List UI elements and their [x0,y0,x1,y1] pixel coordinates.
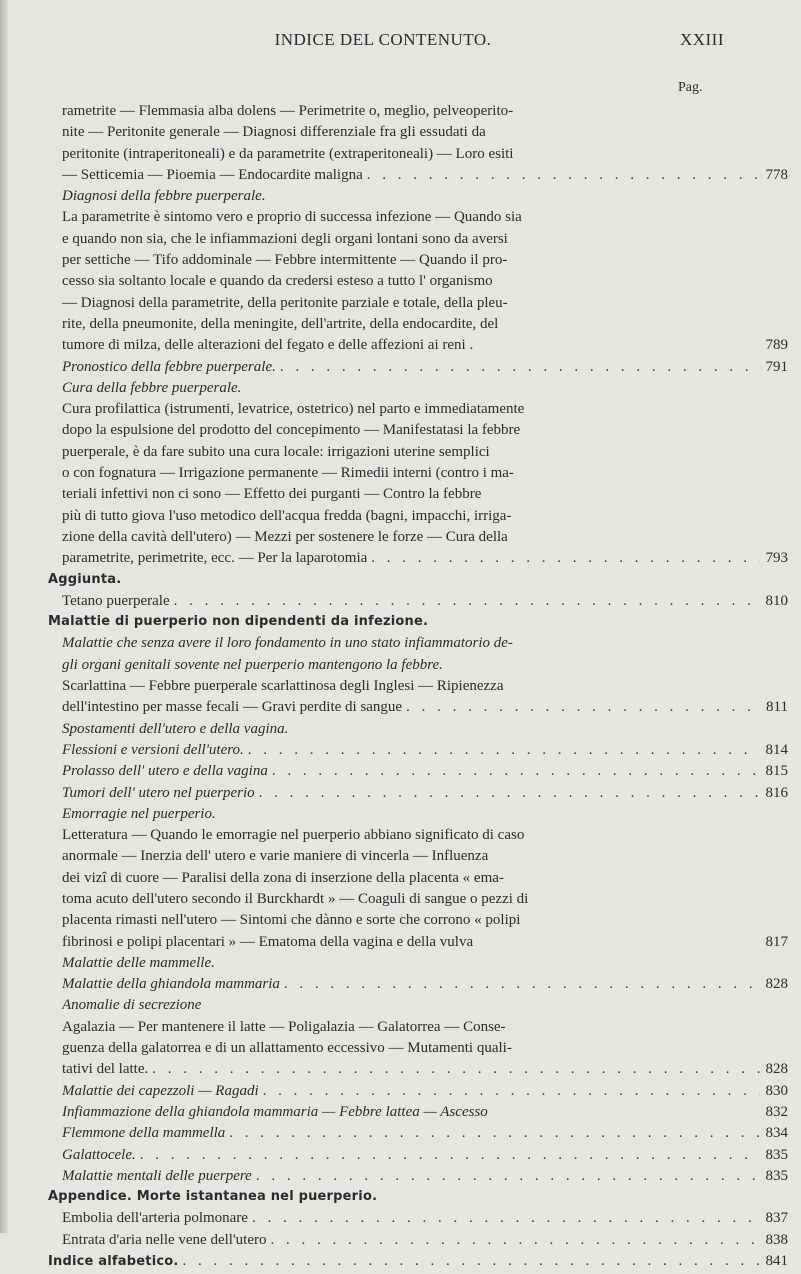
dot-leader [259,1083,760,1100]
page-gutter-shadow [0,0,8,1233]
toc-line [48,742,788,763]
toc-line-text: Malattie di puerperio non dipendenti da infezione. [48,614,429,630]
toc-line-text: La parametrite è sintomo vero e proprio di successa infezione — Quando sia [62,209,522,226]
dot-leader [179,1253,760,1270]
toc-line [48,1104,788,1125]
toc-page-number: 811 [766,699,788,716]
toc-page-number: 835 [765,1146,788,1163]
toc-line [48,1083,788,1104]
toc-line-text: teriali infettivi non ci sono — Effetto dei purganti — Contro la febbre [62,486,482,503]
toc-line-text: Flemmone della mammella [62,1125,226,1142]
dot-leader [255,785,760,802]
dot-leader [402,699,760,716]
toc-line [48,1040,788,1061]
toc-line [48,550,788,571]
toc-line [48,422,788,443]
dot-leader [276,359,760,376]
toc-line [48,870,788,891]
toc-line-text: parametrite, perimetrite, ecc. — Per la laparotomia [62,550,368,567]
page-number-roman: XXIII [679,30,724,49]
dot-leader [252,1168,760,1185]
toc-line-text: Agalazia — Per mantenere il latte — Poligalazia — Galatorrea — Conse- [62,1018,506,1035]
toc-line [48,806,788,827]
dot-leader [136,1147,760,1164]
toc-line-text: Indice alfabetico. [48,1254,179,1270]
toc-page-number: 835 [765,1167,788,1184]
toc-page-number: 834 [765,1125,788,1142]
toc-line [48,146,788,167]
toc-page-number: 841 [765,1253,788,1270]
toc-line [48,1210,788,1231]
toc-line-text: più di tutto giova l'uso metodico dell'acqua fredda (bagni, impacchi, irriga- [62,507,512,524]
toc-line-text: Entrata d'aria nelle vene dell'utero [62,1231,267,1248]
toc-line-text: Malattie che senza avere il loro fondamento in uno stato infiammatorio de- [62,635,513,652]
toc-page-number: 828 [765,1061,788,1078]
toc-line-text: Malattie della ghiandola mammaria [62,976,280,993]
dot-leader [280,976,760,993]
toc-line [48,614,788,635]
toc-line [48,316,788,337]
toc-line [48,508,788,529]
toc-line-text: Cura della febbre puerperale. [62,379,242,396]
toc-line-text: tativi del latte. [62,1061,149,1078]
toc-line-text: guenza della galatorrea e di un allattamento eccessivo — Mutamenti quali- [62,1040,512,1057]
toc-line [48,848,788,869]
toc-line [48,934,788,955]
toc-line [48,188,788,209]
toc-line [48,1253,788,1274]
dot-leader [170,593,760,610]
toc-line [48,827,788,848]
toc-line-text: e quando non sia, che le infiammazioni degli organi lontani sono da aversi [62,230,508,247]
toc-line [48,955,788,976]
toc-line [48,103,788,124]
toc-page-number: 816 [765,784,788,801]
toc-line-text: zione della cavità dell'utero) — Mezzi per sostenere le forze — Cura della [62,528,508,545]
toc-page-number: 815 [765,763,788,780]
toc-page-number: 793 [765,550,788,567]
toc-line-text: dopo la espulsione del prodotto del concepimento — Manifestatasi la febbre [62,422,521,439]
toc-entries [48,103,788,1274]
toc-line [48,1019,788,1040]
toc-line-text: Emorragie nel puerperio. [62,805,216,822]
toc-line [48,635,788,656]
toc-line-text: cesso sia soltanto locale e quando da credersi esteso a tutto l' organismo [62,273,493,290]
dot-leader [244,742,760,759]
toc-line [48,699,788,720]
toc-line-text: nite — Peritonite generale — Diagnosi differenziale fra gli essudati da [62,124,486,141]
toc-line-text: Scarlattina — Febbre puerperale scarlattinosa degli Inglesi — Ripienezza [62,678,504,695]
toc-line [48,167,788,188]
toc-line-text: Infiammazione della ghiandola mammaria — Febbre lattea — Ascesso [62,1103,488,1120]
toc-line-text: Galattocele. [62,1146,136,1163]
toc-line-text: Appendice. Morte istantanea nel puerperio. [48,1189,378,1205]
toc-line-text: Malattie dei capezzoli — Ragadi [62,1082,259,1099]
toc-line-text: fibrinosi e polipi placentari » — Ematoma della vagina e della vulva [62,933,474,950]
toc-page-number: 832 [765,1103,788,1120]
dot-leader [363,167,760,184]
toc-line-text: Spostamenti dell'utero e della vagina. [62,720,289,737]
toc-line [48,465,788,486]
toc-line-text: tumore di milza, delle alterazioni del fegato e delle affezioni ai reni . [62,337,474,354]
toc-page-number: 828 [765,976,788,993]
toc-line [48,209,788,230]
toc-line-text: puerperale, è da fare subito una cura locale: irrigazioni uterine semplici [62,443,490,460]
toc-line [48,1061,788,1082]
toc-line-text: Aggiunta. [48,571,122,587]
toc-line-text: per settiche — Tifo addominale — Febbre intermittente — Quando il pro- [62,252,508,269]
toc-line-text: toma acuto dell'utero secondo il Burckhardt » — Coaguli di sangue o pezzi di [62,890,529,907]
toc-line [48,1147,788,1168]
toc-line-text: Flessioni e versioni dell'utero. [62,741,244,758]
toc-line-text: dell'intestino per masse fecali — Gravi perdite di sangue [62,699,403,716]
running-header [48,30,788,60]
toc-line [48,337,788,358]
toc-line [48,1189,788,1210]
toc-line [48,486,788,507]
dot-leader [248,1210,760,1227]
toc-page-number: 838 [765,1231,788,1248]
toc-line [48,593,788,614]
toc-line [48,444,788,465]
toc-line-text: Tetano puerperale [62,592,170,609]
toc-line-text: — Setticemia — Pioemia — Endocardite maligna [62,166,363,183]
toc-line [48,529,788,550]
toc-line [48,572,788,593]
toc-page-number: 791 [765,358,788,375]
toc-line-text: placenta rimasti nell'utero — Sintomi che dànno e sorte che corrono « polipi [62,912,521,929]
toc-line-text: rite, della pneumonite, della meningite, dell'artrite, della endocardite, del [62,315,499,332]
toc-page-number: 817 [765,933,788,950]
toc-line-text: o con fognatura — Irrigazione permanente — Rimedii interni (contro i ma- [62,465,514,482]
toc-line-text: anormale — Inerzia dell' utero e varie maniere di vincerla — Influenza [62,848,489,865]
toc-line [48,359,788,380]
toc-line [48,785,788,806]
toc-line-text: dei vizî di cuore — Paralisi della zona di inserzione della placenta « ema- [62,869,504,886]
toc-line-text: Prolasso dell' utero e della vagina [62,763,268,780]
toc-line-text: Pronostico della febbre puerperale. [62,358,276,375]
toc-line [48,657,788,678]
toc-page [48,30,788,1270]
toc-line [48,976,788,997]
toc-line [48,295,788,316]
toc-line [48,1125,788,1146]
toc-line-text: Embolia dell'arteria polmonare [62,1210,248,1227]
toc-line-text: Diagnosi della febbre puerperale. [62,188,266,205]
toc-line [48,252,788,273]
toc-line [48,997,788,1018]
dot-leader [367,550,760,567]
toc-line-text: rametrite — Flemmasia alba dolens — Perimetrite o, meglio, pelveoperito- [62,103,514,119]
toc-line [48,124,788,145]
toc-line-text: Anomalie di secrezione [62,997,202,1014]
toc-line [48,912,788,933]
toc-line [48,678,788,699]
toc-line-text: — Diagnosi della parametrite, della peritonite parziale e totale, della pleu- [62,294,508,311]
toc-line [48,401,788,422]
toc-line-text: peritonite (intraperitoneali) e da parametrite (extraperitoneali) — Loro esiti [62,145,514,162]
toc-page-number: 778 [765,166,788,183]
toc-page-number: 789 [765,337,788,354]
toc-line-text: Malattie delle mammelle. [62,954,215,971]
toc-line-text: Tumori dell' utero nel puerperio [62,784,255,801]
toc-line [48,1232,788,1253]
toc-line [48,380,788,401]
toc-page-number: 837 [765,1210,788,1227]
toc-page-number: 830 [765,1082,788,1099]
dot-leader [225,1125,760,1142]
toc-line-text: gli organi genitali sovente nel puerperio mantengono la febbre. [62,656,443,673]
toc-line [48,763,788,784]
dot-leader [266,1232,760,1249]
toc-page-number: 810 [765,592,788,609]
toc-page-number: 814 [765,741,788,758]
header-title: INDICE DEL CONTENUTO. [274,30,492,49]
toc-line [48,891,788,912]
dot-leader [148,1061,760,1078]
dot-leader [268,763,760,780]
pag-column-label: Pag. [678,80,703,95]
toc-line-text: Malattie mentali delle puerpere [62,1167,252,1184]
toc-line-text: Cura profilattica (istrumenti, levatrice, ostetrico) nel parto e immediatamente [62,401,525,418]
toc-line [48,231,788,252]
toc-line [48,1168,788,1189]
toc-line [48,273,788,294]
toc-line [48,721,788,742]
toc-line-text: Letteratura — Quando le emorragie nel puerperio abbiano significato di caso [62,827,525,844]
